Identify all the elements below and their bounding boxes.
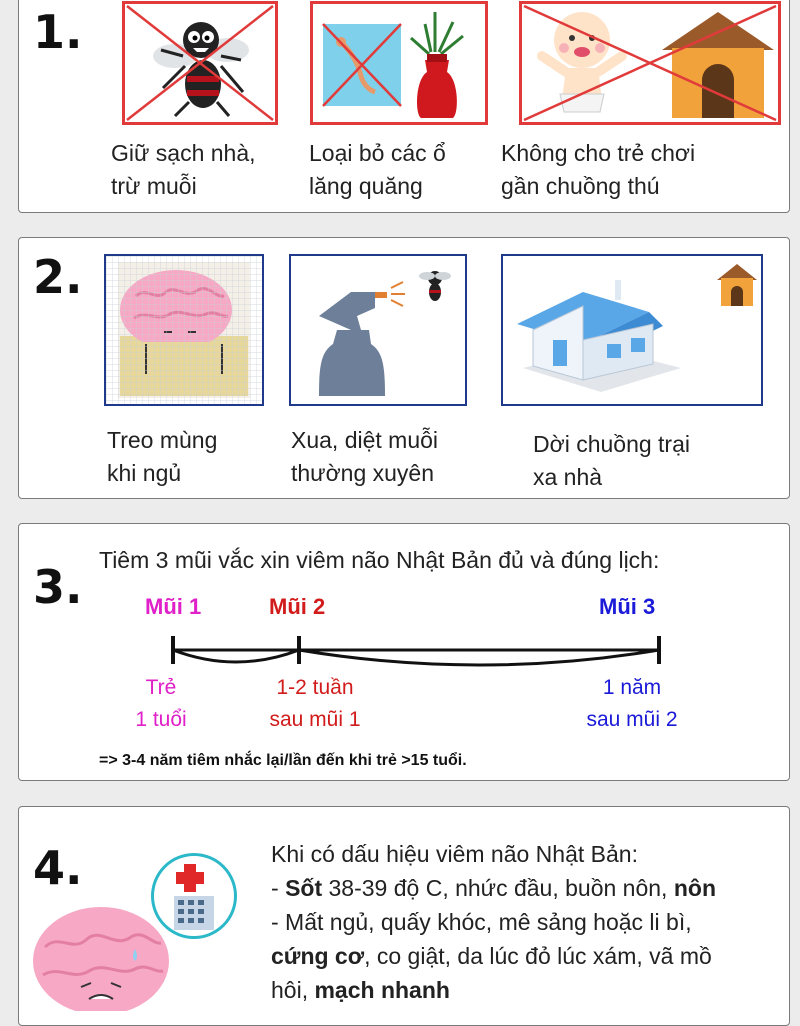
section-number: 2. bbox=[33, 250, 83, 304]
symptom-line-3: cứng cơ, co giật, da lúc đỏ lúc xám, vã mồ bbox=[271, 943, 712, 969]
dose-3-label: Mũi 3 bbox=[599, 594, 656, 619]
caption-remove-larvae: Loại bỏ các ổ lăng quăng bbox=[309, 140, 446, 199]
caption-move-pens-away: Dời chuồng trại xa nhà bbox=[533, 431, 690, 490]
symptoms-text bbox=[271, 837, 716, 1007]
section-4-panel bbox=[18, 806, 790, 1026]
mosquito-crossed-icon bbox=[122, 1, 278, 125]
caption-no-play-near-pens: Không cho trẻ chơi gần chuồng thú bbox=[501, 140, 696, 199]
dose-2-timing: 1-2 tuần sau mũi 1 bbox=[269, 676, 361, 731]
dose-3-timing: 1 năm sau mũi 2 bbox=[586, 676, 678, 731]
vaccine-schedule-title: Tiêm 3 mũi vắc xin viêm não Nhật Bản đủ và đúng lịch: bbox=[99, 547, 660, 573]
brain-mosquito-net-icon bbox=[104, 254, 264, 406]
baby-doghouse-crossed-icon bbox=[519, 1, 781, 125]
section-number: 1. bbox=[33, 5, 83, 59]
dose-2-label: Mũi 2 bbox=[269, 594, 326, 619]
larvae-vase-crossed-icon bbox=[310, 1, 488, 125]
hospital-icon bbox=[151, 853, 237, 939]
symptoms-heading: Khi có dấu hiệu viêm não Nhật Bản: bbox=[271, 841, 638, 867]
section-2-panel bbox=[18, 237, 790, 499]
symptom-line-2: - Mất ngủ, quấy khóc, mê sảng hoặc li bì, bbox=[271, 909, 692, 935]
caption-keep-house-clean: Giữ sạch nhà, trừ muỗi bbox=[111, 140, 256, 199]
dose-1-label: Mũi 1 bbox=[145, 594, 202, 619]
caption-hang-mosquito-net: Treo mùng khi ngủ bbox=[107, 427, 218, 486]
booster-note: => 3-4 năm tiêm nhắc lại/lần đến khi trẻ >15 tuổi. bbox=[99, 752, 467, 769]
section-number: 3. bbox=[33, 560, 83, 614]
house-doghouse-icon bbox=[501, 254, 763, 406]
section-1-panel bbox=[18, 0, 790, 213]
caption-kill-mosquitoes: Xua, diệt muỗi thường xuyên bbox=[291, 427, 439, 486]
symptom-line-1: - Sốt 38-39 độ C, nhức đầu, buồn nôn, nôn bbox=[271, 875, 716, 901]
section-3-panel bbox=[18, 523, 790, 781]
dose-1-timing: Trẻ 1 tuổi bbox=[135, 676, 187, 731]
vaccine-timeline bbox=[159, 630, 679, 670]
section-number: 4. bbox=[33, 841, 83, 895]
spray-bottle-mosquito-icon bbox=[289, 254, 467, 406]
symptom-line-4: hôi, mạch nhanh bbox=[271, 977, 450, 1003]
